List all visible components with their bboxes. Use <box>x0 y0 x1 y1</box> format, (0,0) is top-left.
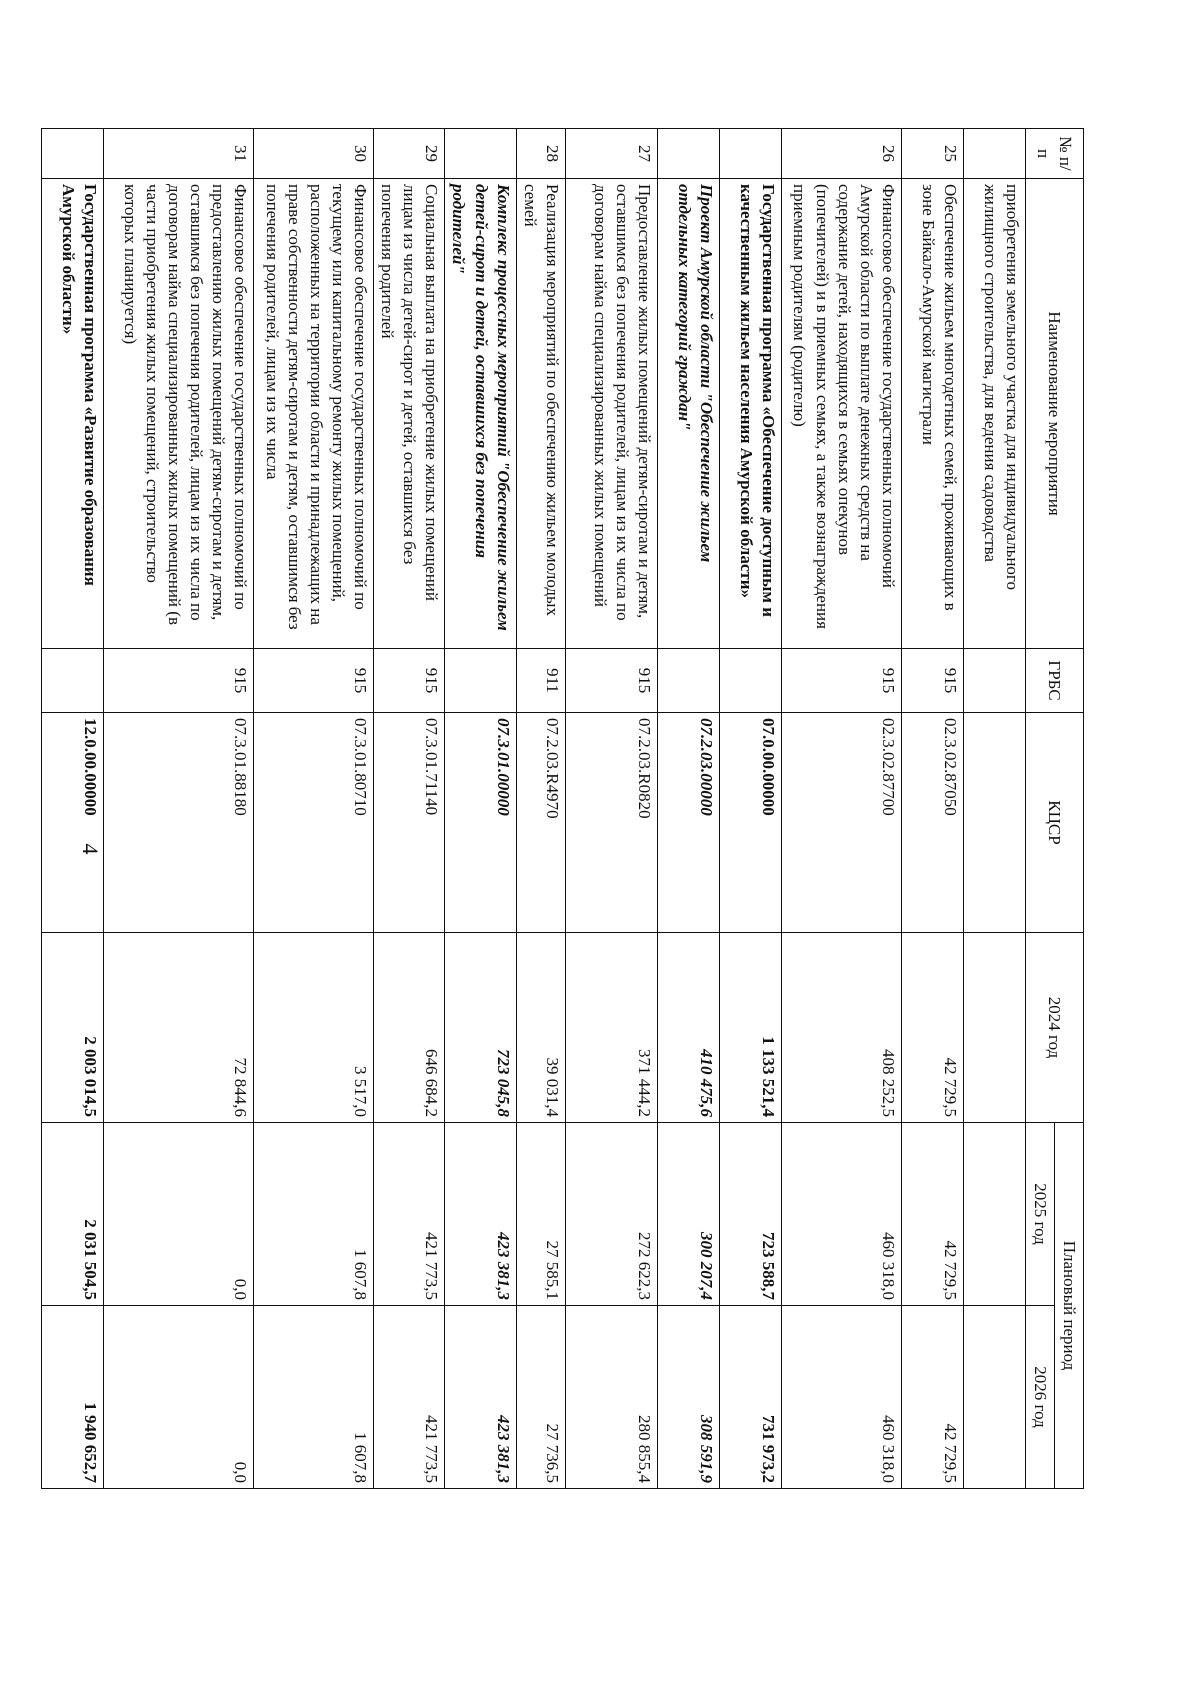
cell-name: Социальная выплата на приобретение жилых помещений лицам из числа детей-сирот и детей, оставшихся без попечения родителей <box>374 179 445 649</box>
cell-name: Реализация мероприятий по обеспечению жильем молодых семей <box>516 179 565 649</box>
cell-y2025: 2 031 504,5 <box>42 1123 104 1306</box>
cell-grbs: 911 <box>516 649 565 713</box>
cell-y2025: 0,0 <box>104 1123 254 1306</box>
header-2024: 2024 год <box>1025 933 1083 1123</box>
cell-y2025: 460 318,0 <box>781 1123 901 1306</box>
cell-y2025: 1 607,8 <box>254 1123 374 1306</box>
cell-y2024: 410 475,6 <box>657 933 719 1123</box>
cell-y2025: 423 381,3 <box>445 1123 516 1306</box>
cell-name: Финансовое обеспечение государственных полномочий по предоставлению жилых помещений детям-сиротам и детям, оставшимся без попечения родителей, лицам из их числа по договорам найма специализированных жилых помещений (в части приобретения жилых помещений, строительство которых планируется) <box>104 179 254 649</box>
cell-y2026: 421 773,5 <box>374 1306 445 1489</box>
cell-y2025: 300 207,4 <box>657 1123 719 1306</box>
cell-y2024: 3 517,0 <box>254 933 374 1123</box>
table-row <box>516 129 565 1489</box>
cell-y2026: 308 591,9 <box>657 1306 719 1489</box>
cell-y2026 <box>963 1306 1025 1489</box>
header-2026: 2026 год <box>1025 1306 1054 1489</box>
cell-num <box>719 129 781 179</box>
cell-name: Комплекс процессных мероприятий "Обеспечение жильем детей-сирот и детей, оставшихся без попечения родителей" <box>445 179 516 649</box>
cell-grbs: 915 <box>104 649 254 713</box>
table-row <box>254 129 374 1489</box>
cell-grbs: 915 <box>254 649 374 713</box>
cell-grbs <box>657 649 719 713</box>
cell-y2026: 0,0 <box>104 1306 254 1489</box>
table-row <box>657 129 719 1489</box>
cell-name: приобретения земельного участка для индивидуального жилищного строительства, для ведения садоводства <box>963 179 1025 649</box>
cell-name: Финансовое обеспечение государственных полномочий Амурской области по выплате денежных средств на содержание детей, находящихся в семьях опекунов (попечителей) и в приемных семьях, а также вознаграждения приемным родителям (родителю) <box>781 179 901 649</box>
cell-kcsr: 07.2.03.R4970 <box>516 713 565 933</box>
cell-kcsr: 07.3.01.88180 <box>104 713 254 933</box>
cell-y2025: 723 588,7 <box>719 1123 781 1306</box>
cell-grbs: 915 <box>374 649 445 713</box>
cell-kcsr: 07.3.01.80710 <box>254 713 374 933</box>
cell-y2024: 39 031,4 <box>516 933 565 1123</box>
cell-num: 31 <box>104 129 254 179</box>
table-row <box>445 129 516 1489</box>
cell-name: Предоставление жилых помещений детям-сиротам и детям, оставшимся без попечения родителей, лицам из их числа по договорам найма специализированных жилых помещений <box>565 179 657 649</box>
cell-y2025: 42 729,5 <box>901 1123 963 1306</box>
header-kcsr: КЦСР <box>1025 713 1083 933</box>
cell-num <box>42 129 104 179</box>
cell-num: 30 <box>254 129 374 179</box>
table-row <box>719 129 781 1489</box>
cell-kcsr: 02.3.02.87050 <box>901 713 963 933</box>
cell-y2025: 272 622,3 <box>565 1123 657 1306</box>
cell-y2025 <box>963 1123 1025 1306</box>
cell-kcsr: 07.3.01.00000 <box>445 713 516 933</box>
cell-y2026: 280 855,4 <box>565 1306 657 1489</box>
cell-grbs <box>963 649 1025 713</box>
cell-y2026: 1 940 652,7 <box>42 1306 104 1489</box>
header-num: № п/п <box>1025 129 1083 179</box>
cell-y2024 <box>963 933 1025 1123</box>
cell-name: Государственная программа «Обеспечение доступным и качественным жильем населения Амурской области» <box>719 179 781 649</box>
cell-y2024: 1 133 521,4 <box>719 933 781 1123</box>
budget-table <box>41 128 1084 1489</box>
cell-name: Финансовое обеспечение государственных полномочий по текущему или капитальному ремонту жилых помещений, расположенных на территории области и принадлежащих на праве собственности детям-сиротам и детям, оставшимся без попечения родителей, лицам из их числа <box>254 179 374 649</box>
cell-num: 28 <box>516 129 565 179</box>
table-row <box>901 129 963 1489</box>
rotated-table-container <box>58 128 1084 1488</box>
cell-grbs: 915 <box>565 649 657 713</box>
cell-y2026: 731 973,2 <box>719 1306 781 1489</box>
cell-name: Государственная программа «Развитие образования Амурской области» <box>42 179 104 649</box>
cell-num: 25 <box>901 129 963 179</box>
cell-num: 26 <box>781 129 901 179</box>
cell-num: 27 <box>565 129 657 179</box>
cell-grbs: 915 <box>781 649 901 713</box>
cell-y2024: 646 684,2 <box>374 933 445 1123</box>
cell-y2024: 723 045,8 <box>445 933 516 1123</box>
cell-y2024: 72 844,6 <box>104 933 254 1123</box>
cell-y2026: 27 736,5 <box>516 1306 565 1489</box>
table-row <box>42 129 104 1489</box>
header-name: Наименование мероприятия <box>1025 179 1083 649</box>
cell-grbs: 915 <box>901 649 963 713</box>
table-row <box>104 129 254 1489</box>
cell-name: Проект Амурской области "Обеспечение жильем отдельных категорий граждан" <box>657 179 719 649</box>
cell-y2026: 1 607,8 <box>254 1306 374 1489</box>
table-row <box>781 129 901 1489</box>
cell-y2024: 2 003 014,5 <box>42 933 104 1123</box>
table-body <box>42 129 1026 1489</box>
cell-y2025: 27 585,1 <box>516 1123 565 1306</box>
cell-y2026: 42 729,5 <box>901 1306 963 1489</box>
cell-num <box>657 129 719 179</box>
cell-y2024: 42 729,5 <box>901 933 963 1123</box>
table-row <box>374 129 445 1489</box>
cell-kcsr: 02.3.02.87700 <box>781 713 901 933</box>
header-planned-period: Плановый период <box>1054 1123 1083 1489</box>
table-row <box>565 129 657 1489</box>
cell-num <box>963 129 1025 179</box>
cell-y2024: 408 252,5 <box>781 933 901 1123</box>
cell-y2026: 460 318,0 <box>781 1306 901 1489</box>
page-number: 4 <box>78 843 103 855</box>
table-row <box>963 129 1025 1489</box>
header-2025: 2025 год <box>1025 1123 1054 1306</box>
cell-grbs <box>42 649 104 713</box>
cell-grbs <box>719 649 781 713</box>
cell-kcsr: 12.0.00.00000 <box>42 713 104 933</box>
cell-grbs <box>445 649 516 713</box>
cell-kcsr <box>963 713 1025 933</box>
cell-name: Обеспечение жильем многодетных семей, проживающих в зоне Байкало-Амурской магистрали <box>901 179 963 649</box>
cell-num: 29 <box>374 129 445 179</box>
cell-y2025: 421 773,5 <box>374 1123 445 1306</box>
cell-y2024: 371 444,2 <box>565 933 657 1123</box>
cell-kcsr: 07.0.00.00000 <box>719 713 781 933</box>
cell-y2026: 423 381,3 <box>445 1306 516 1489</box>
cell-num <box>445 129 516 179</box>
cell-kcsr: 07.2.03.00000 <box>657 713 719 933</box>
header-grbs: ГРБС <box>1025 649 1083 713</box>
cell-kcsr: 07.3.01.71140 <box>374 713 445 933</box>
cell-kcsr: 07.2.03.R0820 <box>565 713 657 933</box>
